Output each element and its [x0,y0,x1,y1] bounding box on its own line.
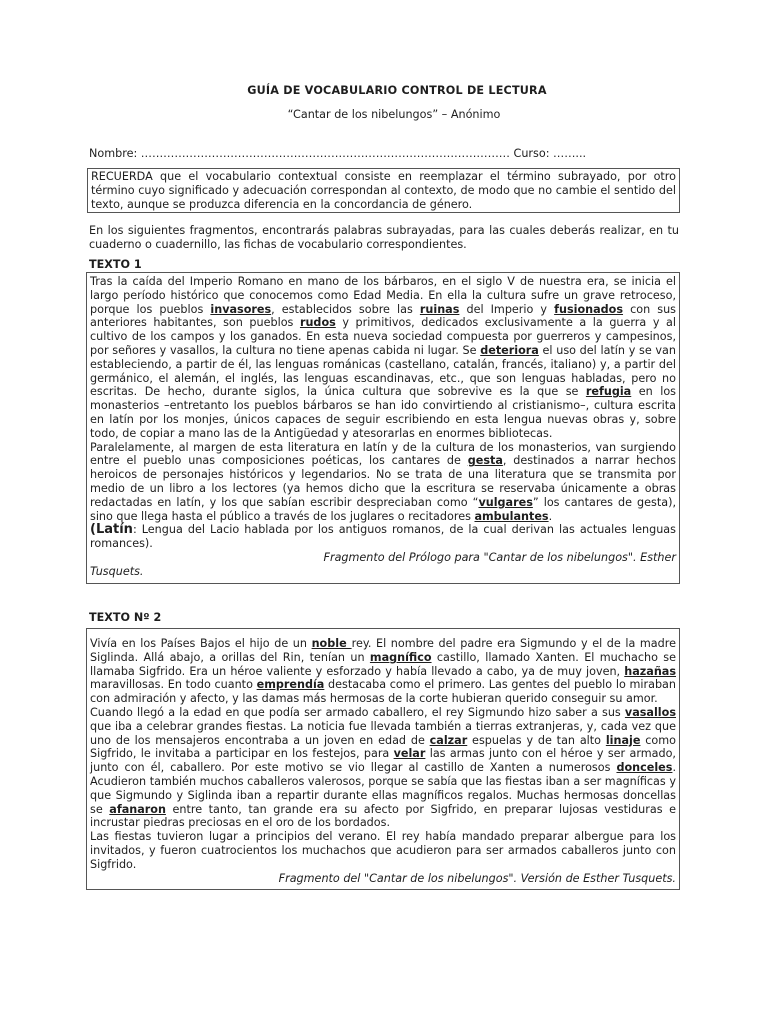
vocab-word: linaje [605,733,641,747]
text1-credit-cont: Tusquets. [90,564,144,578]
text1-credit: Fragmento del Prólogo para "Cantar de los nibelungos". Esther [323,550,676,564]
text2-paragraph-3: Las fiestas tuvieron lugar a principios del verano. El rey había mandado preparar albergue para los invitados, y fueron cuatrocientos los muchachos que acudieron para ser armados caballeros junto con Sigfrido. [90,830,676,871]
text1-paragraph-1: Tras la caída del Imperio Romano en mano de los bárbaros, en el siglo V de nuestra era, se inicia el largo período histórico que conocemos como Edad Media. En ella la cultura sufre un grave retroceso, porque los pueblos invasores, establecidos sobre las ruinas del Imperio y fusionados con sus anteriores habitantes, son pueblos rudos y primitivos, dedicados exclusivamente a la guerra y al cultivo de los campos y los ganados. En esta nueva sociedad compuesta por guerreros y campesinos, por señores y vasallos, la cultura no tiene apenas cabida ni lugar. Se deteriora el uso del latín y se van estableciendo, a partir de él, las lenguas románicas (castellano, catalán, francés, italiano) y, a partir del germánico, el alemán, el inglés, las lenguas escandinavas, etc., que son lenguas habladas, pero no escritas. De hecho, durante siglos, la única cultura que sobrevive es la que se refugia en los monasterios –entretanto los pueblos bárbaros se han ido convirtiendo al cristianismo–, cultura escrita en latín por los monjes, únicos capaces de seguir escribiendo en esta lengua nuevas obras y, sobre todo, de copiar a mano las de la Antigüedad y atesorarlas en enormes bibliotecas. [90,275,676,440]
text2-paragraph-2: Cuando llegó a la edad en que podía ser armado caballero, el rey Sigmundo hizo saber a sus vasallos que iba a celebrar grandes fiestas. La noticia fue llevada también a tierras extranjeras, y, cada vez que uno de los mensajeros encontraba a un joven en edad de calzar espuelas y de tan alto linaje como Sigfrido, le invitaba a participar en los festejos, para velar las armas junto con el héroe y ser armado, junto con él, caballero. Por este motivo se vio llegar al castillo de Xanten a numerosos donceles. Acudieron también muchos caballeros valerosos, porque se sabía que las fiestas iban a ser magníficas y que Sigmundo y Siglinda iban a repartir durante ellas magníficos regalos. Muchas hermosas doncellas se afanaron entre tanto, tan grande era su afecto por Sigfrido, en preparar lujosas vestiduras e incrustar piedras preciosas en el oro de los bordados. [90,705,677,830]
vocab-word: deteriora [480,343,539,357]
vocab-word: noble [311,637,352,650]
text1-label: TEXTO 1 [89,258,142,271]
text1-paragraph-2: Paralelamente, al margen de esta literatura en latín y de la cultura de los monasterios, van surgiendo entre el pueblo unas composiciones poéticas, los cantares de gesta, destinados a narrar hechos heroicos de personajes históricos y legendarios. No se trata de una literatura que se transmita por medio de un libro a los lectores (ya hemos dicho que la escritura se reservaba únicamente a obras redactadas en latín, y los que sabían escribir despreciaban como “vulgares” los cantares de gesta), sino que llega hasta el público a través de los juglares o recitadores ambulantes. [90,440,676,523]
vocab-word: vulgares [478,495,533,509]
vocab-word: invasores [210,302,272,316]
text2-credit: Fragmento del "Cantar de los nibelungos". Versión de Esther Tusquets. [278,871,676,885]
vocab-word: refugia [585,385,632,399]
vocab-word: donceles [616,761,673,775]
name-course-line [89,147,586,161]
vocab-word: emprendía [256,678,325,692]
page-subtitle: “Cantar de los nibelungos” – Anónimo [287,108,501,121]
instructions-paragraph: En los siguientes fragmentos, encontrarás palabras subrayadas, para las cuales deberás realizar, en tu cuaderno o cuadernillo, las fichas de vocabulario correspondientes. [89,224,679,251]
latin-note-head: (Latín [90,522,133,538]
text1-box [86,272,680,584]
vocab-word: ruinas [419,302,460,316]
name-blank: ……………………………………………………………………………………… [140,147,510,160]
page-title: GUÍA DE VOCABULARIO CONTROL DE LECTURA [247,84,547,97]
latin-note: (Latín: Lengua del Lacio hablada por los antiguos romanos, de la cual derivan las actuales lenguas romances). [90,522,676,551]
vocab-word: gesta [467,454,503,468]
vocab-word: calzar [429,733,468,747]
vocab-word: hazañas [624,664,676,678]
vocab-word: afanaron [109,802,166,816]
vocab-word: fusionados [554,302,624,316]
text2-box [86,628,680,890]
vocab-word: magnífico [369,650,432,664]
name-label: Nombre: [89,147,138,160]
reminder-box: RECUERDA que el vocabulario contextual consiste en reemplazar el término subrayado, por otro término cuyo significado y adecuación correspondan al contexto, de modo que no cambie el sentido del texto, aunque se produzca diferencia en la concordancia de género. [87,168,680,213]
vocab-word: vasallos [624,705,676,719]
course-label: Curso: [513,147,550,160]
vocab-word: rudos [299,316,336,330]
text2-label: TEXTO Nº 2 [89,611,162,624]
text2-paragraph-1: Vivía en los Países Bajos el hijo de un noble rey. El nombre del padre era Sigmundo y el de la madre Siglinda. Allá abajo, a orillas del Rin, tenían un magnífico castillo, llamado Xanten. El muchacho se llamaba Sigfrido. Era un héroe valiente y esforzado y había llevado a cabo, ya de muy joven, hazañas maravillosas. En todo cuanto emprendía destacaba como el primero. Las gentes del pueblo lo miraban con admiración y afecto, y las damas más hermosas de la corte hubieran querido conseguir su amor. [90,637,676,706]
vocab-word: velar [393,747,426,761]
vocab-word: ambulantes [474,509,549,523]
course-blank: ……... [553,147,587,160]
